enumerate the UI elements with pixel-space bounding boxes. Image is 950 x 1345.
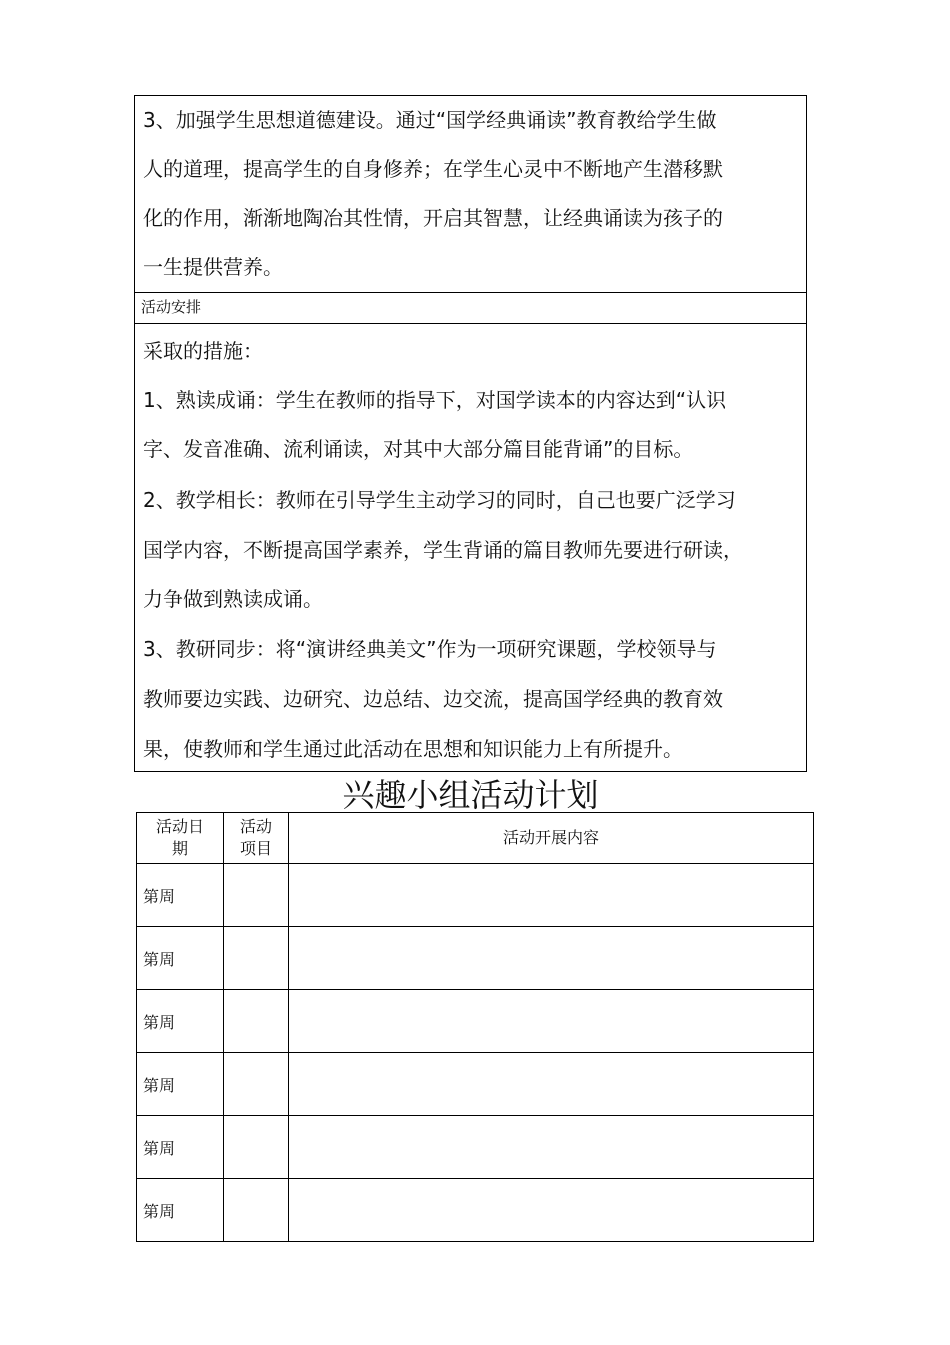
measures-line: 1、熟读成诵：学生在教师的指导下，对国学读本的内容达到“认识 [143, 388, 727, 412]
item-cell [224, 927, 289, 990]
item-cell [224, 1116, 289, 1179]
arrangement-label: 活动安排 [141, 298, 202, 316]
content-cell [289, 1053, 814, 1116]
item-header-line1: 活动 [239, 817, 272, 836]
measures-line: 2、教学相长：教师在引导学生主动学习的同时，自己也要广泛学习 [143, 488, 736, 512]
item-cell [224, 990, 289, 1053]
date-header-line2: 期 [171, 839, 188, 858]
plan-title: 兴趣小组活动计划 [342, 776, 599, 814]
week-cell: 第周 [137, 864, 224, 927]
measures-line: 力争做到熟读成诵。 [143, 587, 323, 611]
measures-line: 3、教研同步：将“演讲经典美文”作为一项研究课题，学校领导与 [143, 637, 717, 661]
table-row [137, 1116, 814, 1179]
measures-line: 教师要边实践、边研究、边总结、边交流，提高国学经典的教育效 [143, 687, 723, 711]
table-row [137, 1179, 814, 1242]
item-cell [224, 1179, 289, 1242]
table-row [137, 990, 814, 1053]
plan-table [136, 812, 814, 1242]
measures-line: 采取的措施： [143, 339, 263, 363]
measures-line: 果，使教师和学生通过此活动在思想和知识能力上有所提升。 [143, 737, 683, 761]
week-cell: 第周 [137, 1116, 224, 1179]
content-cell [289, 864, 814, 927]
measures-line: 字、发音准确、流利诵读，对其中大部分篇目能背诵”的目标。 [143, 437, 694, 461]
week-cell: 第周 [137, 990, 224, 1053]
item-cell [224, 1053, 289, 1116]
week-cell: 第周 [137, 1053, 224, 1116]
measures-line: 国学内容，不断提高国学素养，学生背诵的篇目教师先要进行研读， [143, 538, 743, 562]
table-row [137, 927, 814, 990]
content-cell [289, 1179, 814, 1242]
content-cell [289, 1116, 814, 1179]
goal-line: 化的作用，渐渐地陶冶其性情，开启其智慧，让经典诵读为孩子的 [143, 206, 723, 230]
goal-line: 人的道理，提高学生的自身修养；在学生心灵中不断地产生潜移默 [143, 157, 723, 181]
item-cell [224, 864, 289, 927]
plan-table-header-row [137, 813, 814, 864]
table-row [137, 864, 814, 927]
measures-section [134, 323, 807, 772]
goal-section [134, 95, 807, 293]
table-row [137, 1053, 814, 1116]
goal-line: 一生提供营养。 [143, 255, 283, 279]
date-column-header [137, 813, 224, 864]
week-cell: 第周 [137, 1179, 224, 1242]
arrangement-header [134, 292, 807, 324]
week-cell: 第周 [137, 927, 224, 990]
item-header-line2: 项目 [239, 839, 272, 858]
item-column-header [224, 813, 289, 864]
goal-line: 3、加强学生思想道德建设。通过“国学经典诵读”教育教给学生做 [143, 108, 717, 132]
content-cell [289, 990, 814, 1053]
content-cell [289, 927, 814, 990]
date-header-line1: 活动日 [155, 817, 204, 836]
content-column-header: 活动开展内容 [289, 813, 814, 864]
